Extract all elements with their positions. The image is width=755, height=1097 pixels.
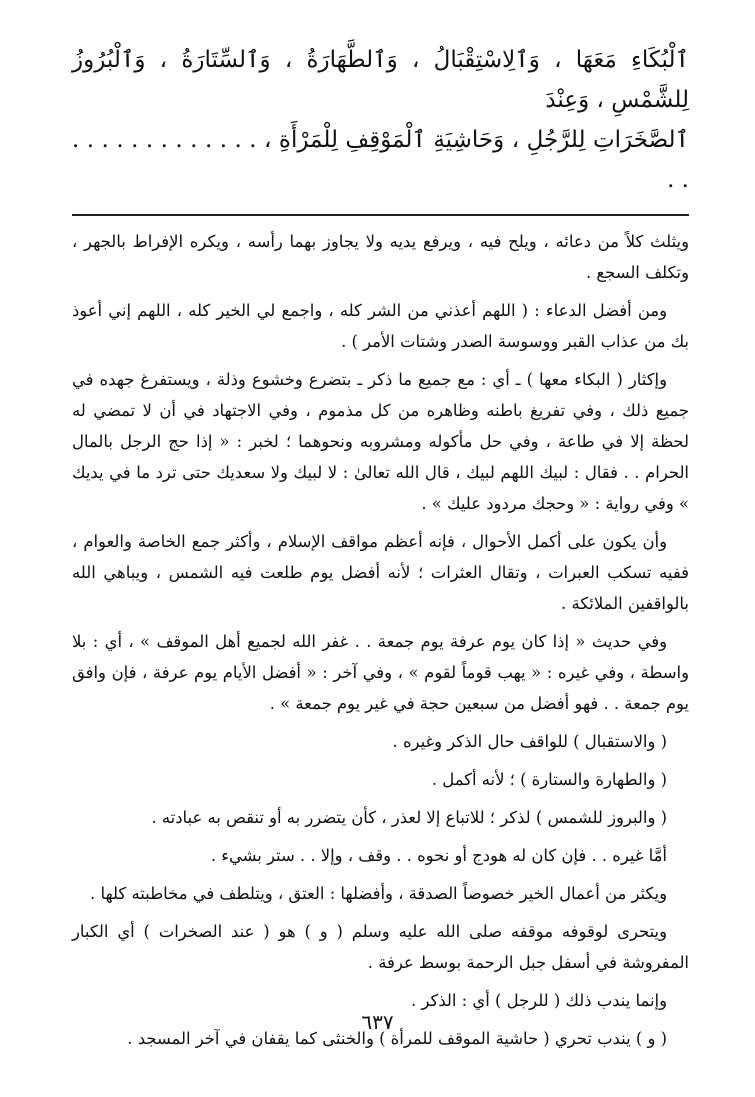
commentary-paragraph: وأن يكون على أكمل الأحوال ، فإنه أعظم مواقف الإسلام ، وأكثر جمع الخاصة والعوام ، ففيه تسكب العبرات ، وتقال العثرات ؛ لأنه أفضل يوم طلعت فيه الشمس ، ويباهي الله بالواقفين الملائكة .: [72, 532, 689, 613]
commentary-paragraph: ( والبروز للشمس ) لذكر ؛ للاتباع إلا لعذر ، كأن يتضرر به أو تنقص به عبادته .: [151, 808, 667, 827]
separator-rule: [72, 214, 689, 216]
commentary-paragraph: ( والاستقبال ) للواقف حال الذكر وغيره .: [392, 732, 667, 751]
base-text-line-1: ٱلْبُكَاءِ مَعَهَا ، وَٱلِاسْتِقْبَالُ ، وَٱلطَّهَارَةُ ، وَٱلسِّتَارَةُ ، وَٱلْبُرُوزُ لِلشَّمْسِ ، وَعِنْدَ: [72, 47, 689, 113]
base-text: [72, 40, 689, 200]
commentary-paragraph: ( والطهارة والستارة ) ؛ لأنه أكمل .: [431, 770, 667, 789]
commentary-paragraph: ويتحرى لوقوفه موقفه صلى الله عليه وسلم ( و ) هو ( عند الصخرات ) أي الكبار المفروشة في أسفل جبل الرحمة بوسط عرفة .: [72, 922, 689, 972]
commentary-paragraph: ( و ) يندب تحري ( حاشية الموقف للمرأة ) والخنثى كما يقفان في آخر المسجد .: [127, 1029, 667, 1048]
base-text-line-2: ٱلصَّخَرَاتِ لِلرَّجُلِ ، وَحَاشِيَةِ ٱلْمَوْقِفِ لِلْمَرْأَةِ ، . . . . . . . . . . . . . . .: [72, 127, 689, 193]
commentary-paragraph: وفي حديث « إذا كان يوم عرفة يوم جمعة . . غفر الله لجميع أهل الموقف » ، أي : بلا واسطة ، وفي غيره : « يهب قوماً لقوم » ، وفي آخر : « أفضل الأيام يوم عرفة ، فإن وافق يوم جمعة . . فهو أفضل من سبعين حجة في غير يوم جمعة » .: [72, 632, 689, 713]
commentary-paragraph: ويثلث كلاً من دعائه ، ويلح فيه ، ويرفع يديه ولا يجاوز بهما رأسه ، ويكره الإفراط بالجهر ، وتكلف السجع .: [72, 232, 689, 282]
commentary-paragraph: ويكثر من أعمال الخير خصوصاً الصدقة ، وأفضلها : العتق ، ويتلطف في مخاطبته كلها .: [90, 884, 667, 903]
commentary: [72, 226, 689, 1054]
commentary-paragraph: أمَّا غيره . . فإن كان له هودج أو نحوه . . وقف ، وإلا . . ستر بشيء .: [210, 846, 667, 865]
commentary-paragraph: ومن أفضل الدعاء : ( اللهم أعذني من الشر كله ، واجمع لي الخير كله ، اللهم إني أعوذ بك من عذاب القبر ووسوسة الصدر وشتات الأمر ) .: [72, 301, 689, 351]
page-number: ٦٣٧: [361, 1010, 394, 1034]
commentary-paragraph: وإكثار ( البكاء معها ) ـ أي : مع جميع ما ذكر ـ بتضرع وخشوع وذلة ، ويستفرغ جهده في جميع ذلك ، وفي تفريغ باطنه وظاهره من كل مذموم ، وفي الاجتهاد في أن لا تمضي له لحظة إلا في طاعة ، وفي حل مأكوله ومشروبه ونحوهما ؛ لخبر : « إذا حج الرجل بالمال الحرام . . فقال : لبيك اللهم لبيك ، قال الله تعالىٰ : لا لبيك ولا سعديك حتى ترد ما في يديك » وفي رواية : « وحجك مردود عليك » .: [72, 370, 689, 513]
commentary-paragraph: وإنما يندب ذلك ( للرجل ) أي : الذكر .: [411, 991, 667, 1010]
